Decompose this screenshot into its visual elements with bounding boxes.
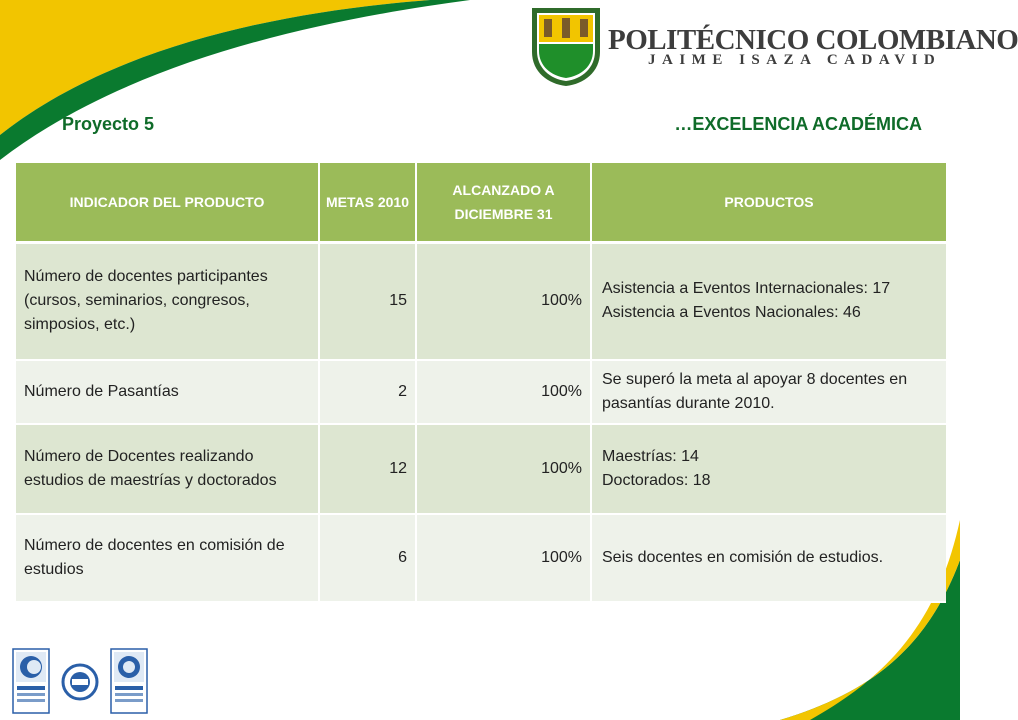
achieved-cell: 100% (416, 243, 591, 360)
product-line: Asistencia a Eventos Internacionales: 17 (602, 280, 891, 298)
institution-name: POLITÉCNICO COLOMBIANO (608, 24, 1018, 56)
table-row (16, 360, 946, 424)
goal-cell: 15 (319, 243, 416, 360)
header-goals: METAS 2010 (319, 163, 416, 243)
table-row (16, 424, 946, 514)
politecnico-shield-logo (528, 6, 604, 88)
goal-cell: 2 (319, 360, 416, 424)
indicator-cell: Número de Pasantías (16, 360, 319, 424)
institution-subtitle: JAIME ISAZA CADAVID (648, 52, 942, 68)
product-line: Maestrías: 14 (602, 447, 699, 465)
product-line: Seis docentes en comisión de estudios. (602, 548, 884, 566)
iqnet-logo (63, 665, 97, 699)
indicators-table (16, 163, 946, 603)
icontec-ntcgp-logo (111, 649, 147, 713)
header-achieved: ALCANZADO A DICIEMBRE 31 (416, 163, 591, 243)
certification-logos (12, 648, 152, 714)
product-line: Asistencia a Eventos Nacionales: 46 (602, 304, 861, 322)
products-cell (591, 514, 946, 602)
icontec-iso-9001-logo (13, 649, 49, 713)
table-row (16, 243, 946, 360)
products-cell (591, 243, 946, 360)
indicator-cell: Número de docentes participantes (cursos, seminarios, congresos, simposios, etc.) (16, 243, 319, 360)
products-cell (591, 360, 946, 424)
motto: …EXCELENCIA ACADÉMICA (674, 114, 922, 134)
indicator-cell: Número de docentes en comisión de estudios (16, 514, 319, 602)
goal-cell: 12 (319, 424, 416, 514)
products-cell (591, 424, 946, 514)
achieved-cell: 100% (416, 514, 591, 602)
product-line: Doctorados: 18 (602, 471, 711, 489)
table-header-row (16, 163, 946, 243)
header-indicator: INDICADOR DEL PRODUCTO (16, 163, 319, 243)
achieved-cell: 100% (416, 360, 591, 424)
product-line: Se superó la meta al apoyar 8 docentes en pasantías durante 2010. (602, 370, 908, 412)
header-products: PRODUCTOS (591, 163, 946, 243)
goal-cell: 6 (319, 514, 416, 602)
project-title: Proyecto 5 (62, 114, 155, 134)
achieved-cell: 100% (416, 424, 591, 514)
indicator-cell: Número de Docentes realizando estudios de maestrías y doctorados (16, 424, 319, 514)
table-row (16, 514, 946, 602)
